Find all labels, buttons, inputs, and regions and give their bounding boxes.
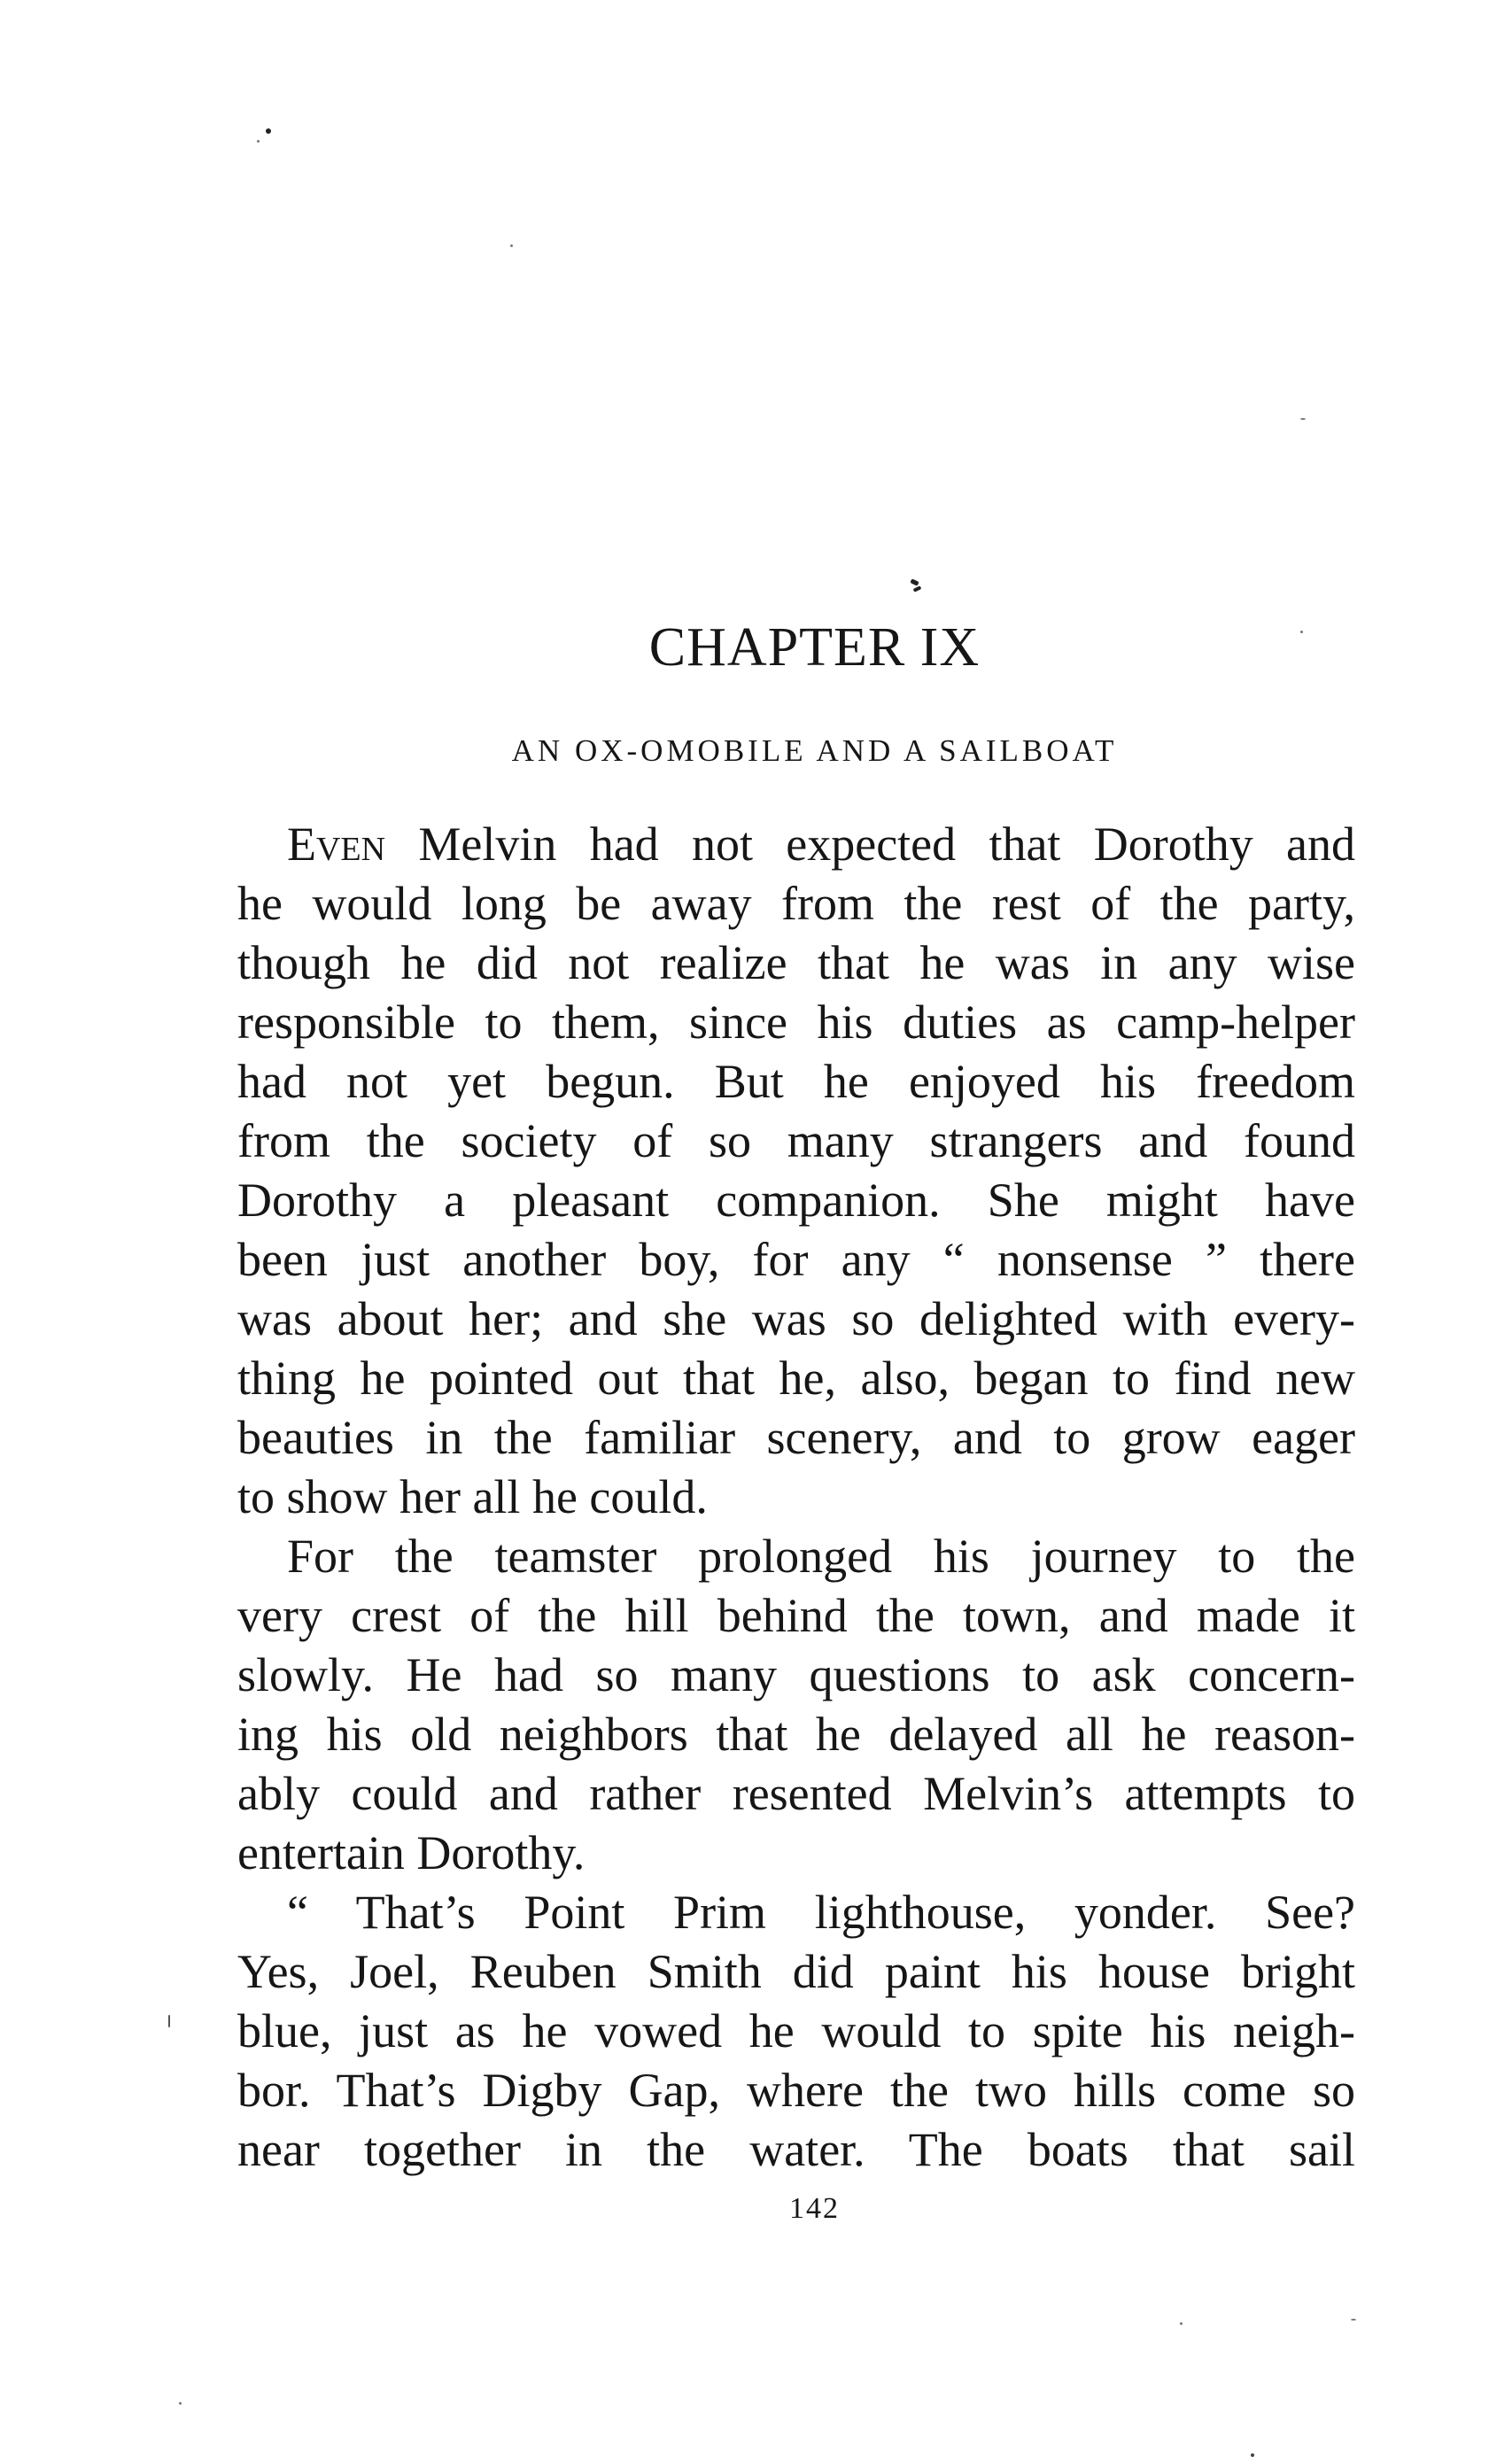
text-line: was about her; and she was so delighted with every- (237, 1292, 1355, 1345)
text-line: entertain Dorothy. (237, 1826, 586, 1879)
text-line: Dorothy a pleasant companion. She might have (237, 1174, 1355, 1227)
body-text (237, 815, 1355, 2180)
text-line: had not yet begun. But he enjoyed his freedom (237, 1055, 1355, 1108)
chapter-title: CHAPTER IX (648, 617, 981, 678)
text-line: “ That’s Point Prim lighthouse, yonder. See? (287, 1886, 1355, 1939)
scan-speck (913, 585, 922, 592)
text-line: blue, just as he vowed he would to spite his neigh- (237, 2004, 1355, 2057)
text-line: ing his old neighbors that he delayed all he reason- (237, 1708, 1355, 1761)
text-line: beauties in the familiar scenery, and to grow eager (237, 1411, 1355, 1464)
text-line: from the society of so many strangers and found (237, 1114, 1355, 1167)
text-line: For the teamster prolonged his journey to the (287, 1530, 1355, 1583)
scan-speck (1251, 2453, 1254, 2457)
line-rest: Melvin had not expected that Dorothy and (385, 817, 1355, 871)
chapter-subtitle: AN OX-OMOBILE AND A SAILBOAT (511, 733, 1118, 768)
text-line: very crest of the hill behind the town, and made it (237, 1589, 1355, 1642)
text-line: been just another boy, for any “ nonsense ” there (237, 1233, 1355, 1286)
scan-speck (510, 244, 513, 247)
text-line: ably could and rather resented Melvin’s attempts to (237, 1767, 1355, 1820)
text-line: to show her all he could. (237, 1470, 708, 1523)
text-line: responsible to them, since his duties as camp-helper (237, 996, 1355, 1049)
scan-speck (910, 578, 919, 585)
text-line: slowly. He had so many questions to ask concern- (237, 1648, 1355, 1701)
text-line (237, 815, 1355, 874)
scan-speck (1180, 2322, 1183, 2325)
scan-speck (168, 2015, 170, 2027)
scan-speck (266, 128, 271, 134)
scan-speck (257, 140, 260, 143)
text-line: Yes, Joel, Reuben Smith did paint his house bright (237, 1945, 1355, 1998)
drop-word: Even (287, 817, 386, 871)
page-number: 142 (789, 2192, 840, 2225)
text-line: though he did not realize that he was in any wise (237, 936, 1355, 989)
scan-speck (1351, 2319, 1356, 2321)
text-line: thing he pointed out that he, also, began to find new (237, 1352, 1355, 1405)
text-line: near together in the water. The boats that sail (237, 2123, 1355, 2176)
text-line: he would long be away from the rest of the party, (237, 877, 1355, 930)
text-line: bor. That’s Digby Gap, where the two hills come so (237, 2064, 1355, 2117)
scan-speck (1300, 418, 1306, 420)
scan-speck (179, 2402, 182, 2405)
